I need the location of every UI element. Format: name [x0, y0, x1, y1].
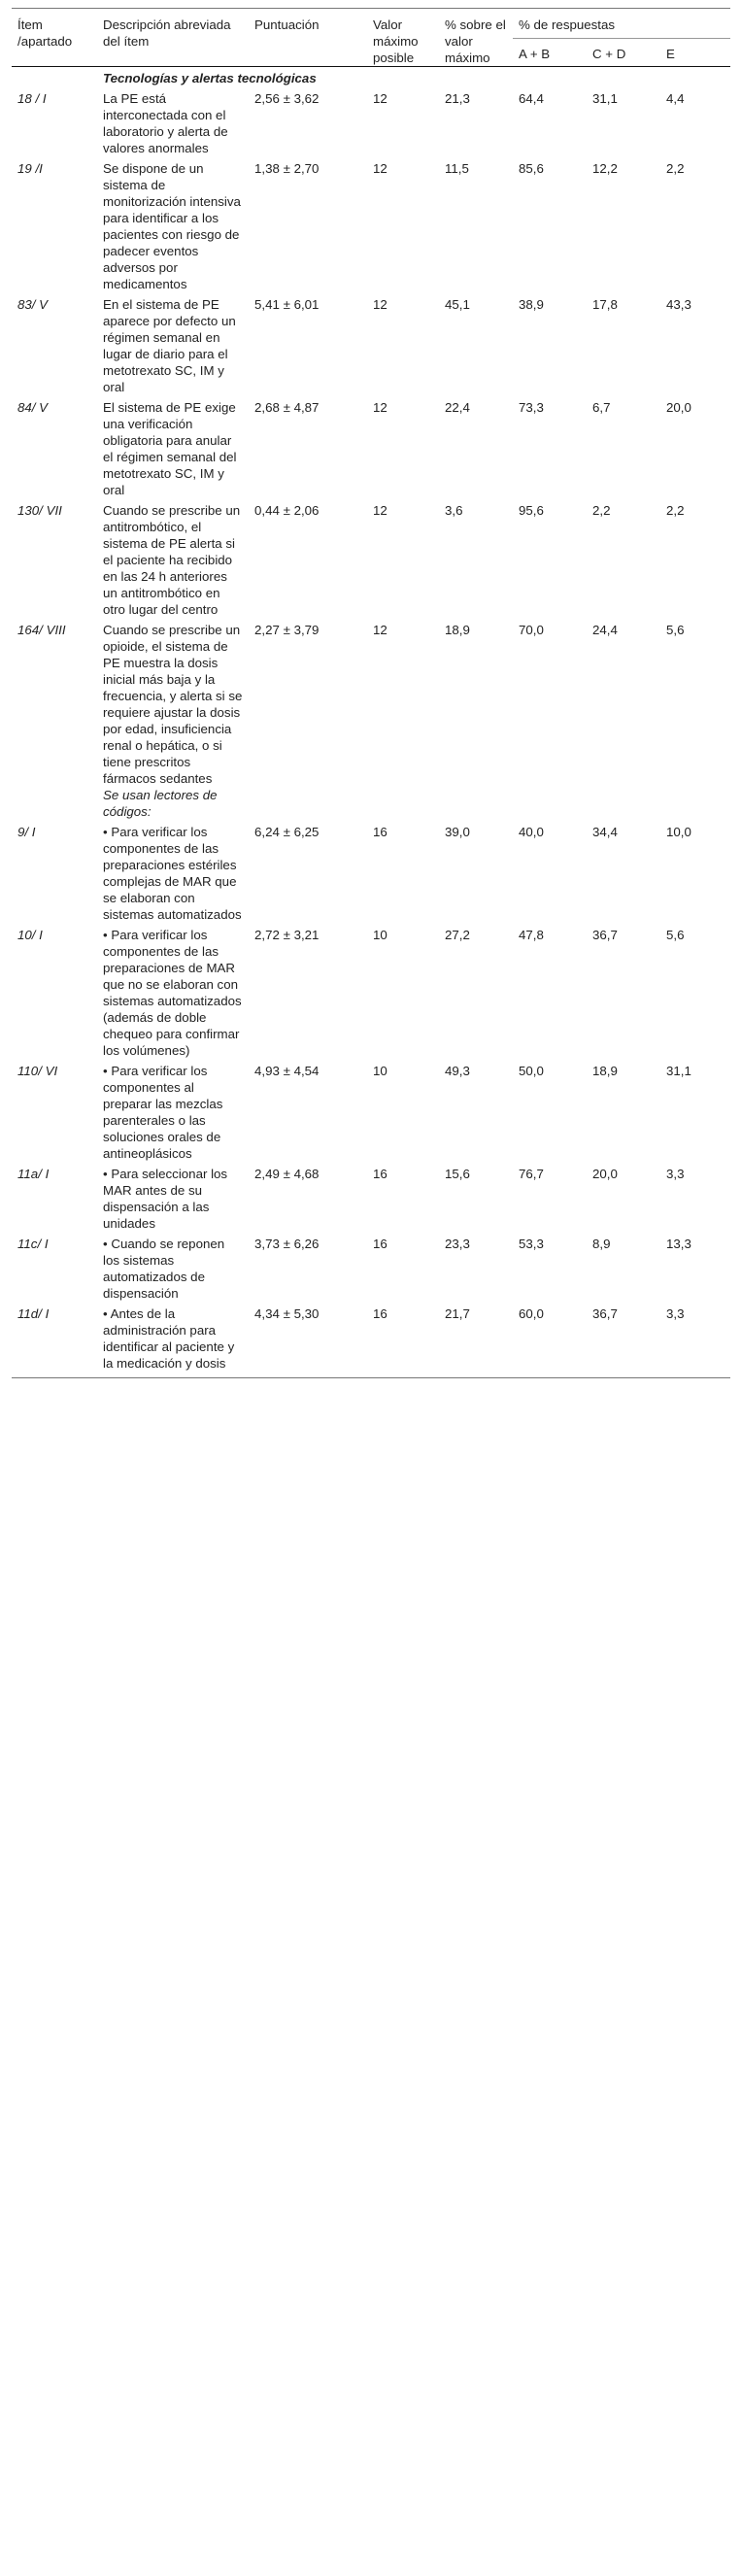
table-row [12, 292, 730, 395]
table-body [12, 67, 730, 1378]
cell-max-value: 12 [373, 623, 387, 637]
cell-score: 2,72 ± 3,21 [254, 928, 320, 942]
cell-item: 18 / I [17, 91, 47, 106]
cell-item: 11c/ I [17, 1237, 49, 1251]
cell-cd: 6,7 [592, 400, 611, 415]
cell-max-value: 10 [373, 928, 387, 942]
table-row [12, 1059, 730, 1162]
cell-max-value: 12 [373, 503, 387, 518]
cell-max-value: 16 [373, 1306, 387, 1321]
cell-ab: 50,0 [519, 1064, 544, 1078]
cell-item: 9/ I [17, 825, 36, 839]
cell-description: Cuando se prescribe un antitrombótico, el sistema de PE alerta si el paciente ha recibido en las 24 h anteriores un antitrombótico en otro lugar del centro [103, 503, 241, 617]
cell-max-value: 12 [373, 400, 387, 415]
table-row [12, 618, 730, 787]
cell-pct-of-max: 23,3 [445, 1237, 470, 1251]
header-pct-of-max: % sobre el valor máximo [445, 17, 506, 65]
cell-description: La PE está interconectada con el laboratorio y alerta de valores anormales [103, 91, 228, 155]
cell-score: 0,44 ± 2,06 [254, 503, 320, 518]
cell-ab: 95,6 [519, 503, 544, 518]
cell-item: 84/ V [17, 400, 49, 415]
header-ab: A + B [519, 46, 551, 61]
header-e: E [666, 46, 675, 61]
cell-item: 130/ VII [17, 503, 62, 518]
table-row [12, 395, 730, 498]
cell-pct-of-max: 18,9 [445, 623, 470, 637]
cell-e: 10,0 [666, 825, 691, 839]
cell-score: 2,49 ± 4,68 [254, 1167, 320, 1181]
table-row [12, 820, 730, 923]
cell-description: • Para seleccionar los MAR antes de su dispensación a las unidades [103, 1167, 228, 1231]
cell-cd: 31,1 [592, 91, 618, 106]
results-table [12, 8, 730, 1378]
cell-score: 2,56 ± 3,62 [254, 91, 320, 106]
cell-e: 3,3 [666, 1167, 685, 1181]
cell-e: 4,4 [666, 91, 685, 106]
cell-description: Cuando se prescribe un opioide, el sistema de PE muestra la dosis inicial más baja y la frecuencia, y alerta si se requiere ajustar la dosis por edad, insuficiencia renal o hepática, o si tiene prescritos fármacos sedantes [103, 623, 243, 786]
cell-score: 5,41 ± 6,01 [254, 297, 320, 312]
cell-score: 1,38 ± 2,70 [254, 161, 320, 176]
cell-score: 2,68 ± 4,87 [254, 400, 320, 415]
section-title: Tecnologías y alertas tecnológicas [103, 71, 317, 85]
cell-ab: 73,3 [519, 400, 544, 415]
cell-cd: 36,7 [592, 1306, 618, 1321]
cell-pct-of-max: 3,6 [445, 503, 463, 518]
cell-description: • Para verificar los componentes al preparar las mezclas parenterales o las soluciones orales de antineoplásicos [103, 1064, 223, 1161]
cell-cd: 18,9 [592, 1064, 618, 1078]
table-row [12, 923, 730, 1059]
table-row [12, 86, 730, 156]
cell-pct-of-max: 21,7 [445, 1306, 470, 1321]
cell-ab: 38,9 [519, 297, 544, 312]
cell-item: 11d/ I [17, 1306, 50, 1321]
cell-cd: 20,0 [592, 1167, 618, 1181]
cell-e: 5,6 [666, 928, 685, 942]
header-cd: C + D [592, 46, 626, 61]
cell-ab: 60,0 [519, 1306, 544, 1321]
table-row [12, 498, 730, 618]
cell-pct-of-max: 15,6 [445, 1167, 470, 1181]
cell-score: 3,73 ± 6,26 [254, 1237, 320, 1251]
cell-item: 164/ VIII [17, 623, 66, 637]
cell-score: 4,93 ± 4,54 [254, 1064, 320, 1078]
cell-cd: 34,4 [592, 825, 618, 839]
cell-e: 31,1 [666, 1064, 691, 1078]
subheading: Se usan lectores de códigos: [103, 788, 218, 819]
cell-ab: 76,7 [519, 1167, 544, 1181]
cell-ab: 70,0 [519, 623, 544, 637]
cell-cd: 12,2 [592, 161, 618, 176]
cell-max-value: 12 [373, 297, 387, 312]
table-header [12, 9, 730, 67]
cell-description: • Para verificar los componentes de las preparaciones de MAR que no se elaboran con sistemas automatizados (además de doble chequeo para confirmar los volúmenes) [103, 928, 242, 1058]
subheading-row [12, 787, 730, 820]
cell-e: 5,6 [666, 623, 685, 637]
cell-pct-of-max: 27,2 [445, 928, 470, 942]
cell-description: El sistema de PE exige una verificación obligatoria para anular el régimen semanal del metotrexato SC, IM y oral [103, 400, 237, 497]
header-pct-responses: % de respuestas [513, 9, 730, 39]
cell-max-value: 16 [373, 825, 387, 839]
cell-e: 43,3 [666, 297, 691, 312]
cell-description: • Cuando se reponen los sistemas automatizados de dispensación [103, 1237, 225, 1301]
cell-cd: 36,7 [592, 928, 618, 942]
header-score: Puntuación [254, 17, 320, 32]
cell-cd: 24,4 [592, 623, 618, 637]
cell-pct-of-max: 45,1 [445, 297, 470, 312]
cell-max-value: 16 [373, 1237, 387, 1251]
cell-item: 19 /I [17, 161, 43, 176]
cell-pct-of-max: 49,3 [445, 1064, 470, 1078]
cell-cd: 17,8 [592, 297, 618, 312]
cell-score: 2,27 ± 3,79 [254, 623, 320, 637]
cell-max-value: 16 [373, 1167, 387, 1181]
cell-e: 2,2 [666, 161, 685, 176]
cell-description: • Antes de la administración para identificar al paciente y la medicación y dosis [103, 1306, 235, 1371]
cell-item: 11a/ I [17, 1167, 50, 1181]
header-description: Descripción abreviada del ítem [103, 17, 231, 49]
table-row [12, 1162, 730, 1232]
cell-e: 13,3 [666, 1237, 691, 1251]
cell-ab: 85,6 [519, 161, 544, 176]
cell-description: • Para verificar los componentes de las preparaciones estériles complejas de MAR que se elaboran con sistemas automatizados [103, 825, 242, 922]
cell-max-value: 12 [373, 91, 387, 106]
cell-description: Se dispone de un sistema de monitorización intensiva para identificar a los pacientes con riesgo de padecer eventos adversos por medicamentos [103, 161, 241, 291]
table-container [12, 8, 730, 1378]
table-row [12, 156, 730, 292]
cell-description: En el sistema de PE aparece por defecto un régimen semanal en lugar de diario para el metotrexato SC, IM y oral [103, 297, 236, 394]
cell-cd: 8,9 [592, 1237, 611, 1251]
cell-score: 6,24 ± 6,25 [254, 825, 320, 839]
cell-pct-of-max: 39,0 [445, 825, 470, 839]
cell-cd: 2,2 [592, 503, 611, 518]
cell-ab: 64,4 [519, 91, 544, 106]
cell-item: 110/ VI [17, 1064, 58, 1078]
cell-item: 83/ V [17, 297, 49, 312]
cell-e: 20,0 [666, 400, 691, 415]
cell-pct-of-max: 11,5 [445, 161, 469, 176]
cell-max-value: 10 [373, 1064, 387, 1078]
cell-pct-of-max: 21,3 [445, 91, 470, 106]
cell-item: 10/ I [17, 928, 43, 942]
header-item: Ítem /apartado [17, 17, 73, 49]
table-row [12, 1232, 730, 1302]
cell-e: 3,3 [666, 1306, 685, 1321]
cell-pct-of-max: 22,4 [445, 400, 470, 415]
cell-e: 2,2 [666, 503, 685, 518]
header-max-value: Valor máximo posible [373, 17, 419, 65]
cell-score: 4,34 ± 5,30 [254, 1306, 320, 1321]
cell-max-value: 12 [373, 161, 387, 176]
table-row [12, 1302, 730, 1378]
cell-ab: 53,3 [519, 1237, 544, 1251]
cell-ab: 40,0 [519, 825, 544, 839]
cell-ab: 47,8 [519, 928, 544, 942]
